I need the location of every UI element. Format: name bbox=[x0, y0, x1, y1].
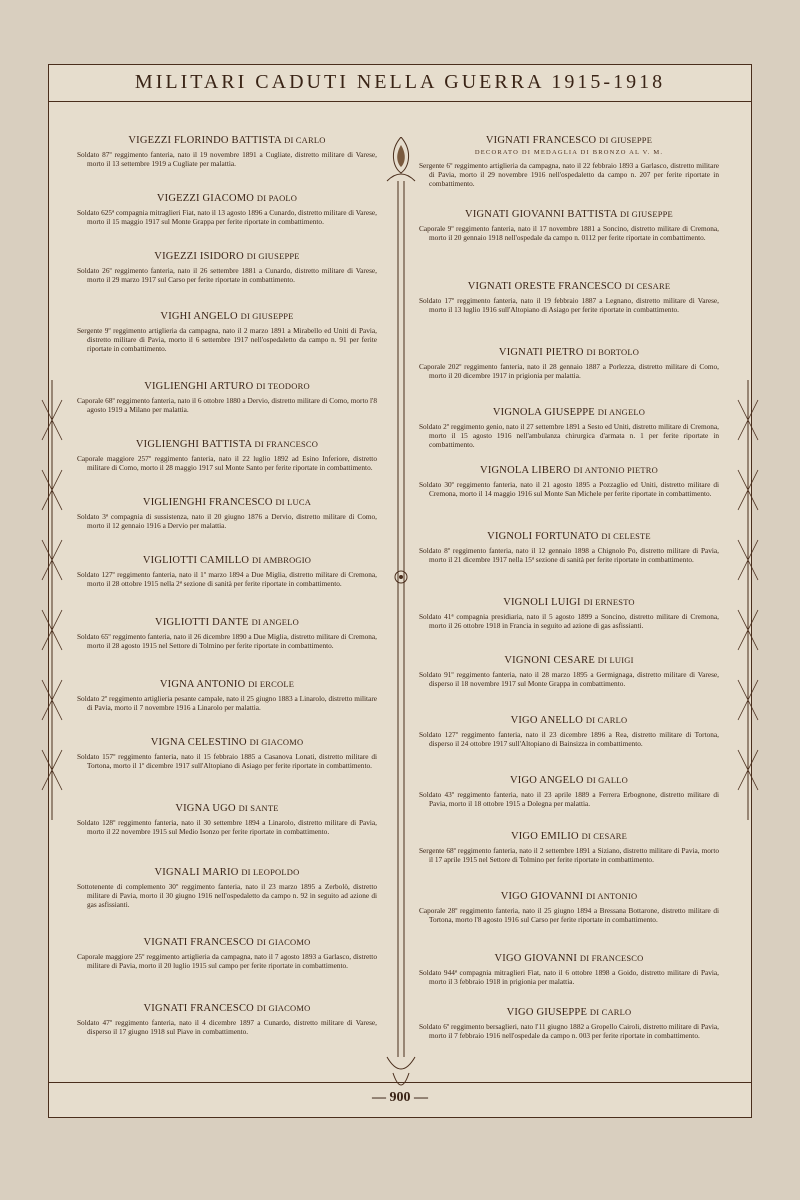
father-name: DI LEOPOLDO bbox=[241, 867, 300, 877]
entry-name bbox=[77, 737, 377, 748]
entry-right-column-4 bbox=[419, 407, 719, 449]
entry-name bbox=[419, 1007, 719, 1018]
entry-text: Soldato 30º reggimento fanteria, nato il 21 agosto 1895 a Pozzaglio ed Uniti, distretto militare di Cremona, morto il 14 maggio 1916 sul Monte San Michele per ferite riportate in combattimento. bbox=[419, 480, 719, 498]
soldier-name: VIGNATI PIETRO bbox=[498, 347, 584, 358]
soldier-name: VIGNATI FRANCESCO bbox=[143, 937, 254, 948]
entry-right-column-11 bbox=[419, 831, 719, 864]
entry-text: Caporale 68º reggimento fanteria, nato il 6 ottobre 1880 a Dervio, distretto militare di Como, morto l'8 agosto 1919 a Milano per malattia. bbox=[77, 396, 377, 414]
entry-text: Soldato 17º reggimento fanteria, nato il 19 febbraio 1887 a Legnano, distretto militare di Varese, morto il 13 luglio 1916 sull'Altopiano di Asiago per ferite riportate in combattimento. bbox=[419, 296, 719, 314]
left-border-ornament bbox=[40, 380, 64, 820]
entry-left-column-5 bbox=[77, 439, 377, 472]
soldier-name: VIGNATI FRANCESCO bbox=[143, 1003, 254, 1014]
entry-name bbox=[419, 775, 719, 786]
soldier-name: VIGNONI CESARE bbox=[504, 655, 595, 666]
entry-text: Soldato 87º reggimento fanteria, nato il 19 novembre 1891 a Cugliate, distretto militare di Varese, morto il 13 settembre 1919 a Cugliate per malattia. bbox=[77, 150, 377, 168]
soldier-name: VIGO ANELLO bbox=[510, 715, 584, 726]
entry-name bbox=[419, 597, 719, 608]
father-name: DI ANTONIO PIETRO bbox=[573, 465, 658, 475]
entry-name bbox=[419, 531, 719, 542]
column-divider-ornament bbox=[385, 137, 417, 1097]
soldier-name: VIGNALI MARIO bbox=[154, 867, 239, 878]
entry-text: Soldato 65º reggimento fanteria, nato il 26 dicembre 1890 a Due Miglia, distretto militare di Cremona, morto il 28 agosto 1915 nel Settore di Tolmino per ferite riportate in combattimento. bbox=[77, 632, 377, 650]
soldier-name: VIGNA UGO bbox=[175, 803, 236, 814]
entry-name bbox=[419, 281, 719, 292]
entry-text: Soldato 8º reggimento fanteria, nato il 12 gennaio 1898 a Chignolo Po, distretto militare di Pavia, morto il 21 dicembre 1917 nella 15ª sezione di sanità per ferite riportate in combattimento. bbox=[419, 546, 719, 564]
father-name: DI GIUSEPPE bbox=[599, 135, 653, 145]
entry-name bbox=[77, 439, 377, 450]
entry-text: Soldato 91º reggimento fanteria, nato il 28 marzo 1895 a Germignaga, distretto militare di Varese, disperso il 18 novembre 1917 sul Monte Grappa in combattimento. bbox=[419, 670, 719, 688]
entry-name bbox=[419, 407, 719, 418]
entry-name bbox=[419, 715, 719, 726]
soldier-name: VIGNATI GIOVANNI BATTISTA bbox=[465, 209, 618, 220]
father-name: DI GIACOMO bbox=[256, 1003, 311, 1013]
entry-text: Soldato 41ª compagnia presidiaria, nato il 5 agosto 1899 a Soncino, distretto militare di Cremona, morto il 26 ottobre 1918 in Francia in seguito ad azione di gas asfissianti. bbox=[419, 612, 719, 630]
entry-left-column-10 bbox=[77, 737, 377, 770]
entry-left-column-7 bbox=[77, 555, 377, 588]
entry-right-column-10 bbox=[419, 775, 719, 808]
entry-name bbox=[77, 251, 377, 262]
father-name: DI GIUSEPPE bbox=[240, 311, 294, 321]
father-name: DI CELESTE bbox=[601, 531, 651, 541]
entry-left-column-8 bbox=[77, 617, 377, 650]
soldier-name: VIGO ANGELO bbox=[510, 775, 584, 786]
entry-text: Soldato 127º reggimento fanteria, nato il 1º marzo 1894 a Due Miglia, distretto militare di Cremona, morto il 28 ottobre 1915 nella 2ª sezione di sanità per ferite riportate in combattimento. bbox=[77, 570, 377, 588]
entry-text: Caporale 28º reggimento fanteria, nato il 25 giugno 1894 a Bressana Bottarone, distretto militare di Tortona, morto l'8 agosto 1916 sul Carso per ferite riportate in combattimento. bbox=[419, 906, 719, 924]
entry-name bbox=[77, 937, 377, 948]
entry-name bbox=[419, 209, 719, 220]
father-name: DI CARLO bbox=[589, 1007, 632, 1017]
entry-decoration: DECORATO DI MEDAGLIA DI BRONZO AL V. M. bbox=[474, 149, 664, 156]
soldier-name: VIGEZZI FLORINDO BATTISTA bbox=[128, 135, 282, 146]
entry-name bbox=[77, 497, 377, 508]
entry-text: Sergente 6º reggimento artiglieria da campagna, nato il 22 febbraio 1893 a Garlasco, distretto militare di Pavia, morto il 29 novembre 1916 nell'ospedaletto da campo n. 207 per ferite riportate in combattimento. bbox=[419, 161, 719, 188]
entry-right-column-6 bbox=[419, 531, 719, 564]
entry-left-column-3 bbox=[77, 311, 377, 353]
entry-left-column-0 bbox=[77, 135, 377, 168]
page-frame bbox=[48, 64, 752, 1118]
father-name: DI BORTOLO bbox=[586, 347, 640, 357]
entry-name bbox=[419, 831, 719, 842]
entry-left-column-13 bbox=[77, 937, 377, 970]
father-name: DI FRANCESCO bbox=[254, 439, 319, 449]
entry-right-column-13 bbox=[419, 953, 719, 986]
entry-left-column-6 bbox=[77, 497, 377, 530]
soldier-name: VIGO GIOVANNI bbox=[494, 953, 578, 964]
entry-text: Soldato 2º reggimento artiglieria pesante campale, nato il 25 giugno 1883 a Linarolo, distretto militare di Pavia, morto il 7 novembre 1916 a Linarolo per malattia. bbox=[77, 694, 377, 712]
soldier-name: VIGLIOTTI DANTE bbox=[155, 617, 249, 628]
page-title: MILITARI CADUTI NELLA GUERRA 1915-1918 bbox=[134, 71, 666, 93]
soldier-name: VIGNATI ORESTE FRANCESCO bbox=[467, 281, 622, 292]
father-name: DI GIUSEPPE bbox=[619, 209, 673, 219]
entry-name bbox=[77, 135, 377, 146]
soldier-name: VIGLIENGHI FRANCESCO bbox=[142, 497, 273, 508]
entry-name bbox=[77, 679, 377, 690]
entry-right-column-12 bbox=[419, 891, 719, 924]
father-name: DI ANGELO bbox=[251, 617, 299, 627]
entry-text: Soldato 26º reggimento fanteria, nato il 26 settembre 1881 a Cunardo, distretto militare di Varese, morto il 29 marzo 1917 sul Carso per ferite riportate in combattimento. bbox=[77, 266, 377, 284]
soldier-name: VIGNOLA GIUSEPPE bbox=[492, 407, 595, 418]
father-name: DI GIUSEPPE bbox=[246, 251, 300, 261]
soldier-name: VIGEZZI GIACOMO bbox=[156, 193, 255, 204]
entry-text: Soldato 127º reggimento fanteria, nato il 23 dicembre 1896 a Rea, distretto militare di Tortona, disperso il 24 ottobre 1917 sull'Altopiano di Bainsizza in combattimento. bbox=[419, 730, 719, 748]
father-name: DI FRANCESCO bbox=[579, 953, 644, 963]
father-name: DI CESARE bbox=[624, 281, 671, 291]
father-name: DI ANGELO bbox=[597, 407, 646, 417]
soldier-name: VIGLIOTTI CAMILLO bbox=[142, 555, 250, 566]
father-name: DI GALLO bbox=[586, 775, 628, 785]
entry-text: Sottotenente di complemento 30º reggimento fanteria, nato il 23 marzo 1895 a Zerbolò, distretto militare di Pavia, morto il 30 giugno 1916 nell'ospedaletto da campo n. 92 in seguito ad azione di gas asfissianti. bbox=[77, 882, 377, 909]
entry-name bbox=[419, 891, 719, 902]
entry-text: Sergente 68º reggimento fanteria, nato il 2 settembre 1891 a Siziano, distretto militare di Pavia, morto il 17 aprile 1915 nel Settore di Tolmino per ferite riportate in combattimento. bbox=[419, 846, 719, 864]
soldier-name: VIGNOLI FORTUNATO bbox=[487, 531, 599, 542]
entry-left-column-12 bbox=[77, 867, 377, 909]
entry-name bbox=[77, 311, 377, 322]
father-name: DI GIACOMO bbox=[256, 937, 311, 947]
soldier-name: VIGNATI FRANCESCO bbox=[485, 135, 597, 146]
entry-right-column-2 bbox=[419, 281, 719, 314]
entry-left-column-4 bbox=[77, 381, 377, 414]
entry-text: Soldato 3ª compagnia di sussistenza, nato il 20 giugno 1876 a Dervio, distretto militare di Como, morto il 12 gennaio 1916 a Dervio per malattia. bbox=[77, 512, 377, 530]
entry-text: Soldato 157º reggimento fanteria, nato il 15 febbraio 1885 a Casanova Lonati, distretto militare di Tortona, morto il 1º dicembre 1917 sull'Altopiano di Asiago per ferite riportate in combattimento. bbox=[77, 752, 377, 770]
father-name: DI ERNESTO bbox=[583, 597, 635, 607]
soldier-name: VIGLIENGHI BATTISTA bbox=[135, 439, 252, 450]
entry-name bbox=[77, 193, 377, 204]
page-number: — 900 — bbox=[372, 1090, 428, 1105]
entry-text: Soldato 2º reggimento genio, nato il 27 settembre 1891 a Sesto ed Uniti, distretto militare di Cremona, morto il 15 agosto 1916 nell'ambulanza chirurgica d'armata n. 1 per ferite riportate in combattimento. bbox=[419, 422, 719, 449]
entry-name bbox=[419, 465, 719, 476]
entry-text: Sergente 9º reggimento artiglieria da campagna, nato il 2 marzo 1891 a Mirabello ed Uniti di Pavia, distretto militare di Pavia, morto il 6 settembre 1917 nell'ospedaletto da campo n. 91 per ferite riportate in combattimento. bbox=[77, 326, 377, 353]
entry-left-column-11 bbox=[77, 803, 377, 836]
entry-right-column-14 bbox=[419, 1007, 719, 1040]
entry-right-column-3 bbox=[419, 347, 719, 380]
soldier-name: VIGO EMILIO bbox=[510, 831, 579, 842]
entry-text: Caporale maggiore 25º reggimento artiglieria da campagna, nato il 7 agosto 1893 a Garlasco, distretto militare di Pavia, morto il 20 luglio 1915 sul campo per ferite riportate in combattimento. bbox=[77, 952, 377, 970]
father-name: DI CARLO bbox=[585, 715, 628, 725]
father-name: DI CESARE bbox=[581, 831, 628, 841]
father-name: DI ANTONIO bbox=[586, 891, 638, 901]
father-name: DI GIACOMO bbox=[249, 737, 304, 747]
entry-right-column-8 bbox=[419, 655, 719, 688]
father-name: DI ERCOLE bbox=[248, 679, 295, 689]
page-footer bbox=[48, 1082, 752, 1118]
father-name: DI TEODORO bbox=[256, 381, 310, 391]
entry-name bbox=[419, 347, 719, 358]
entry-right-column-0 bbox=[419, 135, 719, 188]
entry-text: Soldato 43º reggimento fanteria, nato il 23 aprile 1889 a Ferrera Erbognone, distretto militare di Pavia, morto il 18 ottobre 1915 a Dolegna per malattia. bbox=[419, 790, 719, 808]
entry-left-column-9 bbox=[77, 679, 377, 712]
right-border-ornament bbox=[736, 380, 760, 820]
entry-name bbox=[77, 1003, 377, 1014]
entry-text: Soldato 625ª compagnia mitraglieri Fiat, nato il 13 agosto 1896 a Cunardo, distretto militare di Varese, morto il 15 maggio 1917 sul Monte Grappa per ferite riportate in combattimento. bbox=[77, 208, 377, 226]
soldier-name: VIGEZZI ISIDORO bbox=[154, 251, 244, 262]
father-name: DI CARLO bbox=[284, 135, 326, 145]
soldier-name: VIGNOLA LIBERO bbox=[480, 465, 571, 476]
entry-text: Soldato 944ª compagnia mitraglieri Fiat, nato il 6 ottobre 1898 a Goido, distretto militare di Pavia, morto il 3 febbraio 1918 in prigionia per malattia. bbox=[419, 968, 719, 986]
soldier-name: VIGNOLI LUIGI bbox=[503, 597, 581, 608]
entry-text: Caporale 202º reggimento fanteria, nato il 28 gennaio 1887 a Porlezza, distretto militare di Como, morto il 20 dicembre 1917 in prigionia per malattia. bbox=[419, 362, 719, 380]
father-name: DI LUIGI bbox=[597, 655, 634, 665]
entry-right-column-9 bbox=[419, 715, 719, 748]
father-name: DI PAOLO bbox=[256, 193, 298, 203]
entry-text: Soldato 128º reggimento fanteria, nato il 30 settembre 1894 a Linarolo, distretto militare di Pavia, morto il 22 novembre 1915 sul Medio Isonzo per ferite riportate in combattimento. bbox=[77, 818, 377, 836]
entry-name bbox=[77, 381, 377, 392]
entry-name bbox=[419, 135, 719, 146]
entry-right-column-5 bbox=[419, 465, 719, 498]
soldier-name: VIGHI ANGELO bbox=[160, 311, 238, 322]
entry-right-column-7 bbox=[419, 597, 719, 630]
entry-text: Soldato 47º reggimento fanteria, nato il 4 dicembre 1897 a Cunardo, distretto militare di Varese, disperso il 17 giugno 1918 sul Piave in combattimento. bbox=[77, 1018, 377, 1036]
entry-name bbox=[419, 655, 719, 666]
soldier-name: VIGNA CELESTINO bbox=[150, 737, 247, 748]
father-name: DI SANTE bbox=[238, 803, 279, 813]
entry-name bbox=[419, 953, 719, 964]
page-header bbox=[49, 65, 751, 102]
soldier-name: VIGO GIUSEPPE bbox=[506, 1007, 588, 1018]
entry-name bbox=[77, 867, 377, 878]
soldier-name: VIGNA ANTONIO bbox=[159, 679, 246, 690]
father-name: DI AMBROGIO bbox=[252, 555, 312, 565]
entry-name bbox=[77, 617, 377, 628]
entry-name bbox=[77, 803, 377, 814]
entry-left-column-14 bbox=[77, 1003, 377, 1036]
entry-left-column-2 bbox=[77, 251, 377, 284]
entry-right-column-1 bbox=[419, 209, 719, 242]
soldier-name: VIGLIENGHI ARTURO bbox=[144, 381, 254, 392]
entry-text: Caporale 9º reggimento fanteria, nato il 17 novembre 1881 a Soncino, distretto militare di Cremona, morto il 20 gennaio 1918 nell'ospedale da campo n. 0112 per ferite riportate in combattimento. bbox=[419, 224, 719, 242]
entry-left-column-1 bbox=[77, 193, 377, 226]
entry-text: Soldato 6º reggimento bersaglieri, nato l'11 giugno 1882 a Gropello Cairoli, distretto militare di Pavia, morto il 7 febbraio 1916 nell'ospedale da campo n. 003 per ferite riportate in combattimento. bbox=[419, 1022, 719, 1040]
entry-name bbox=[77, 555, 377, 566]
entry-text: Caporale maggiore 257º reggimento fanteria, nato il 22 luglio 1892 ad Esino Inferiore, distretto militare di Como, morto il 28 maggio 1917 sul Monte Santo per ferite riportate in combattimento. bbox=[77, 454, 377, 472]
soldier-name: VIGO GIOVANNI bbox=[500, 891, 584, 902]
father-name: DI LUCA bbox=[275, 497, 312, 507]
